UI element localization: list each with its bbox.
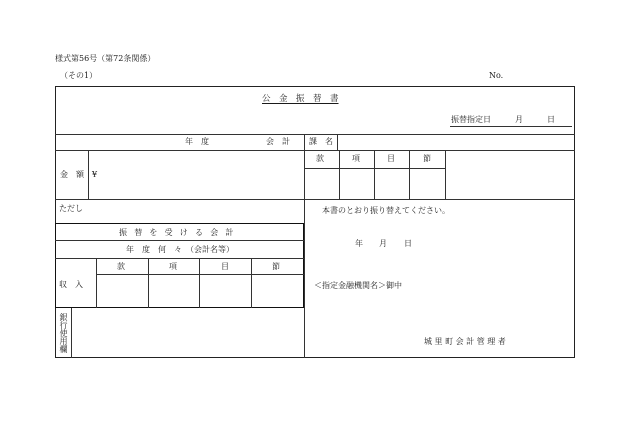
rule-below-receiving-year — [55, 258, 304, 259]
rule-v-receiving-item-3 — [251, 258, 252, 308]
rule-v-bank-column — [71, 308, 72, 358]
account-label: 会 計 — [266, 137, 290, 146]
transfer-request-message: 本書のとおり振り替えてください。 — [322, 206, 450, 215]
form-title: 公 金 振 替 書 — [262, 94, 339, 104]
transfer-date-day: 日 — [547, 115, 555, 124]
date-day: 日 — [404, 239, 412, 248]
rule-below-amount — [55, 199, 575, 200]
date-year: 年 — [355, 239, 363, 248]
rule-below-title — [55, 134, 575, 135]
amount-label: 金 額 — [60, 170, 84, 179]
form-sub-id: （その1） — [60, 71, 98, 80]
date-month: 月 — [379, 239, 387, 248]
rule-v-main-split — [304, 134, 305, 358]
receiving-header-moku: 目 — [221, 262, 229, 271]
rule-below-receiving-title — [55, 240, 304, 241]
transfer-date-month: 月 — [515, 115, 523, 124]
transfer-date-underline — [450, 126, 572, 127]
rule-v-item-2 — [374, 150, 375, 199]
rule-v-receiving-item-1 — [148, 258, 149, 308]
rule-v-section-label — [337, 134, 338, 150]
fiscal-year-label: 年 度 — [185, 137, 209, 146]
rule-v-item-4 — [445, 150, 446, 199]
proviso-label: ただし — [59, 204, 83, 213]
number-label: No. — [489, 71, 504, 80]
rule-v-item-3 — [409, 150, 410, 199]
receiving-header-kou: 項 — [169, 262, 177, 271]
receiving-header-kan: 款 — [117, 262, 125, 271]
bank-use-label: 銀行使用欄 — [59, 313, 68, 353]
item-header-setsu: 節 — [423, 154, 431, 163]
item-header-kou: 項 — [352, 154, 360, 163]
rule-below-year — [55, 150, 575, 151]
currency-symbol: ¥ — [92, 170, 98, 179]
receipt-label: 収 入 — [59, 280, 83, 289]
transfer-date-label: 振替指定日 — [451, 115, 491, 124]
rule-below-receiving-items — [96, 274, 304, 275]
receiving-account-title: 振替を受ける会計 — [119, 228, 241, 237]
rule-v-receipt-label — [96, 258, 97, 308]
rule-v-amount-label — [88, 150, 89, 199]
item-header-kan: 款 — [316, 154, 324, 163]
receiving-year-line: 年 度 何 々 （会計名等） — [126, 245, 234, 254]
section-label: 課 名 — [309, 137, 333, 146]
rule-v-item-1 — [339, 150, 340, 199]
receiving-header-setsu: 節 — [272, 262, 280, 271]
rule-v-receiving-item-2 — [199, 258, 200, 308]
financial-institution-addressee: ＜指定金融機関名＞御中 — [314, 281, 402, 290]
form-id: 様式第56号（第72条関係） — [55, 54, 156, 63]
item-header-moku: 目 — [387, 154, 395, 163]
accounting-manager-signature: 城 里 町 会 計 管 理 者 — [424, 337, 506, 346]
